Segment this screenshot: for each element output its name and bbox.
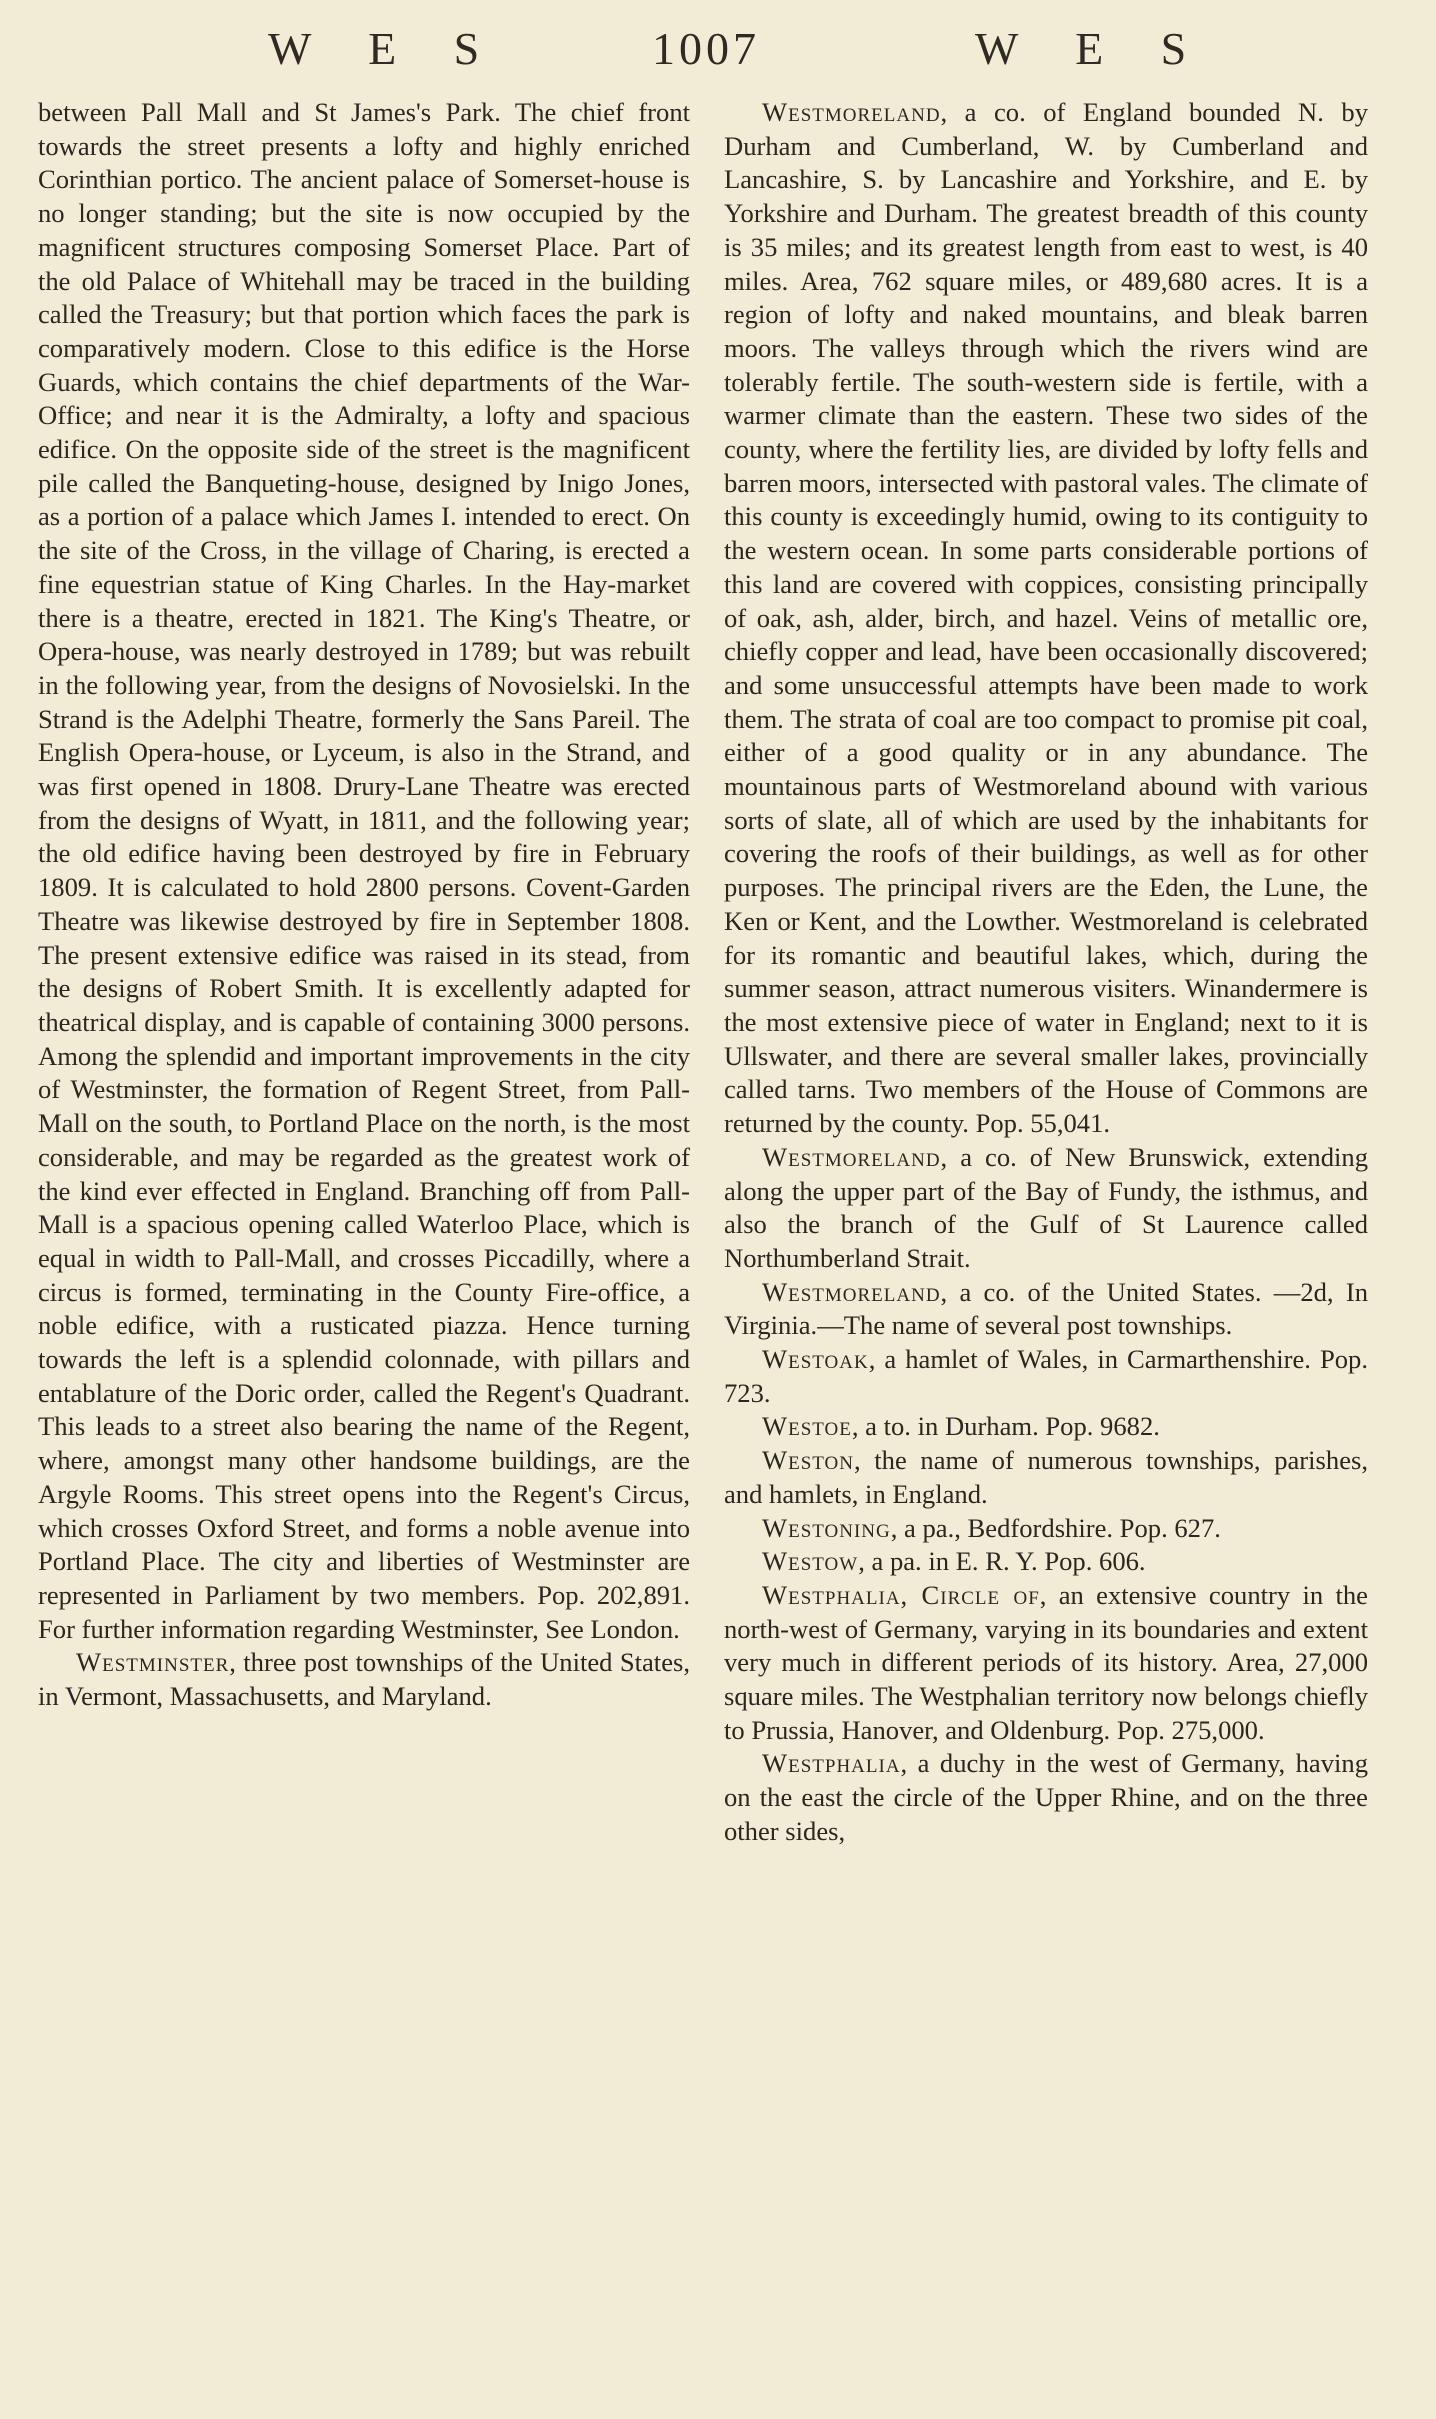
- entry-headword: Westmoreland: [762, 1141, 941, 1172]
- entry-text: , the name of numerous townships, parishes, and hamlets, in England.: [724, 1445, 1368, 1509]
- entry-westphalia-circle: [724, 1579, 1368, 1748]
- entry-westphalia-duchy: [724, 1747, 1368, 1848]
- entry-headword: Westoak: [762, 1344, 869, 1375]
- header-right-catchword: W E S: [975, 23, 1191, 74]
- entry-text: , a to. in Durham. Pop. 9682.: [851, 1411, 1160, 1442]
- entry-weston: [724, 1444, 1368, 1511]
- entry-headword: Westphalia: [762, 1748, 901, 1779]
- entry-text: , a pa. in E. R. Y. Pop. 606.: [858, 1546, 1146, 1577]
- entry-headword: Westoning: [762, 1512, 891, 1543]
- entry-text: , three post townships of the United States, in Vermont, Massachusetts, and Maryland.: [38, 1647, 690, 1712]
- entry-westow: [724, 1545, 1368, 1579]
- right-column: [724, 96, 1368, 1849]
- page-number: 1007: [652, 23, 760, 74]
- entry-text: , a co. of England bounded N. by Durham and Cumberland, W. by Cumberland and Lancashire, S. by Lancashire and Yorkshire, and E. by Yorkshire and Durham. The greatest breadth of this county is 35 miles; and its greatest length from east to west, is 40 miles. Area, 762 square miles, or 489,680 acres. It is a region of lofty and naked mountains, and bleak barren moors. The valleys through which the rivers wind are tolerably fertile. The south-western side is fertile, with a warmer climate than the eastern. These two sides of the county, where the fertility lies, are divided by lofty fells and barren moors, intersected with pastoral vales. The climate of this county is exceedingly humid, owing to its contiguity to the western ocean. In some parts considerable portions of this land are covered with coppices, consisting principally of oak, ash, alder, birch, and hazel. Veins of metallic ore, chiefly copper and lead, have been occasionally discovered; and some unsuccessful attempts have been made to work them. The strata of coal are too compact to promise pit coal, either of a good quality or in any abundance. The mountainous parts of Westmoreland abound with various sorts of slate, all of which are used by the inhabitants for covering the roofs of their buildings, as well as for other purposes. The principal rivers are the Eden, the Lune, the Ken or Kent, and the Lowther. Westmoreland is celebrated for its romantic and beautiful lakes, which, during the summer season, attract numerous visiters. Winandermere is the most extensive piece of water in England; next to it is Ullswater, and there are several smaller lakes, provincially called tarns. Two members of the House of Commons are returned by the county. Pop. 55,041.: [724, 97, 1368, 1139]
- entry-text: , a co. of New Brunswick, extending along the upper part of the Bay of Fundy, the isthmus, and also the branch of the Gulf of St Laurence called Northumberland Strait.: [724, 1141, 1368, 1273]
- entry-text: , a co. of the United States. —2d, In Virginia.—The name of several post townships.: [724, 1276, 1368, 1341]
- entry-westmoreland-england: [724, 96, 1368, 1141]
- entry-westmoreland-united-states: [724, 1276, 1368, 1343]
- entry-headword: Westminster: [76, 1647, 230, 1678]
- header-left-catchword: W E S: [268, 23, 484, 74]
- entry-headword: Westmoreland: [762, 1276, 941, 1307]
- entry-text: , a hamlet of Wales, in Carmarthenshire. Pop. 723.: [724, 1344, 1368, 1408]
- entry-headword: Westphalia, Circle of: [762, 1579, 1040, 1610]
- entry-text: , a pa., Bedfordshire. Pop. 627.: [890, 1512, 1221, 1543]
- entry-westoe: [724, 1410, 1368, 1444]
- entry-westminster: [38, 1646, 690, 1713]
- entry-westoak: [724, 1343, 1368, 1410]
- left-column: [38, 96, 690, 1714]
- entry-text: , a duchy in the west of Germany, having on the east the circle of the Upper Rhine, and on the three other sides,: [724, 1748, 1368, 1846]
- entry-headword: Weston: [762, 1445, 854, 1476]
- entry-westmoreland-new-brunswick: [724, 1141, 1368, 1276]
- entry-headword: Westow: [762, 1546, 859, 1577]
- entry-headword: Westoe: [762, 1411, 852, 1442]
- entry-headword: Westmoreland: [762, 97, 941, 127]
- entry-westoning: [724, 1512, 1368, 1546]
- running-header: [0, 22, 1436, 92]
- entry-text: , an extensive country in the north-west of Germany, varying in its boundaries and extent very much in different periods of its history. Area, 27,000 square miles. The Westphalian territory now belongs chiefly to Prussia, Hanover, and Oldenburg. Pop. 275,000.: [724, 1579, 1368, 1745]
- continued-entry-text: between Pall Mall and St James's Park. The chief front towards the street presents a lofty and highly enriched Corinthian portico. The ancient palace of Somerset-house is no longer standing; but the site is now occupied by the magnificent structures composing Somerset Place. Part of the old Palace of Whitehall may be traced in the building called the Treasury; but that portion which faces the park is comparatively modern. Close to this edifice is the Horse Guards, which contains the chief departments of the War-Office; and near it is the Admiralty, a lofty and spacious edifice. On the opposite side of the street is the magnificent pile called the Banqueting-house, designed by Inigo Jones, as a portion of a palace which James I. intended to erect. On the site of the Cross, in the village of Charing, is erected a fine equestrian statue of King Charles. In the Hay-market there is a theatre, erected in 1821. The King's Theatre, or Opera-house, was nearly destroyed in 1789; but was rebuilt in the following year, from the designs of Novosielski. In the Strand is the Adelphi Theatre, formerly the Sans Pareil. The English Opera-house, or Lyceum, is also in the Strand, and was first opened in 1808. Drury-Lane Theatre was erected from the designs of Wyatt, in 1811, and the following year; the old edifice having been destroyed by fire in February 1809. It is calculated to hold 2800 persons. Covent-Garden Theatre was likewise destroyed by fire in September 1808. The present extensive edifice was raised in its stead, from the designs of Robert Smith. It is excellently adapted for theatrical display, and is capable of containing 3000 persons. Among the splendid and important improvements in the city of Westminster, the formation of Regent Street, from Pall-Mall on the south, to Portland Place on the north, is the most considerable, and may be regarded as the greatest work of the kind ever effected in England. Branching off from Pall-Mall is a spacious opening called Waterloo Place, which is equal in width to Pall-Mall, and crosses Piccadilly, where a circus is formed, terminating in the County Fire-office, a noble edifice, with a rusticated piazza. Hence turning towards the left is a splendid colonnade, with pillars and entablature of the Doric order, called the Regent's Quadrant. This leads to a street also bearing the name of the Regent, where, amongst many other handsome buildings, are the Argyle Rooms. This street opens into the Regent's Circus, which crosses Oxford Street, and forms a noble avenue into Portland Place. The city and liberties of Westminster are represented in Parliament by two members. Pop. 202,891. For further information regarding Westminster, See London.: [38, 97, 690, 1644]
